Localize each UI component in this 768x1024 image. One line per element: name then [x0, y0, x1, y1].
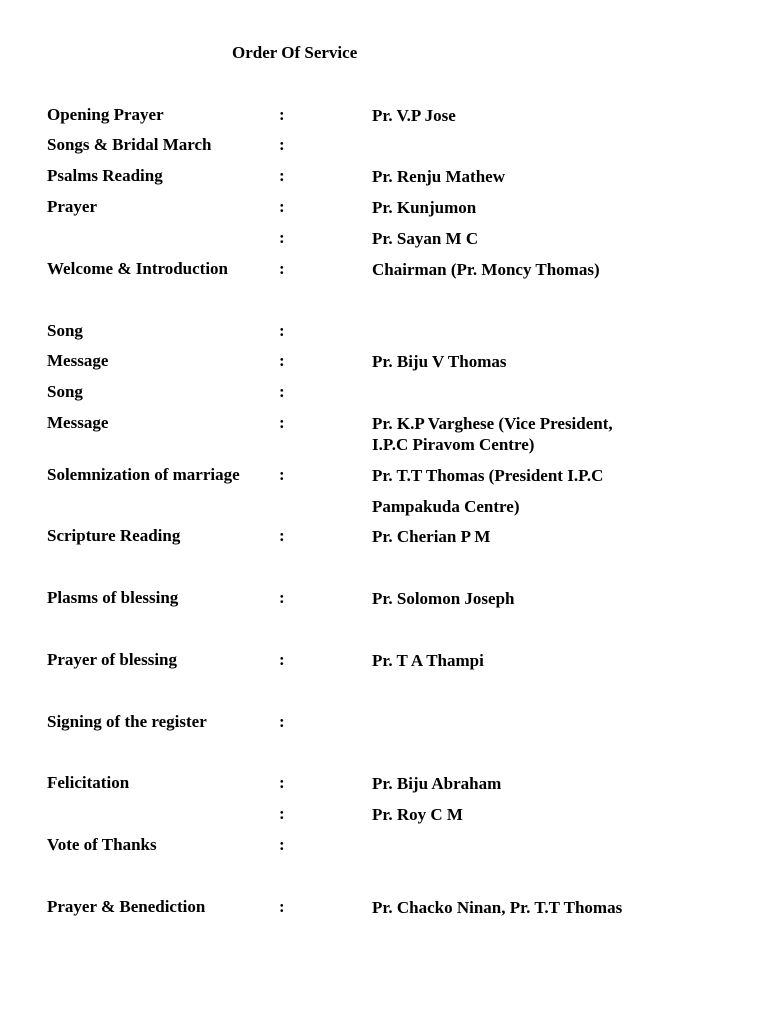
item-value: Pr. Biju Abraham	[372, 774, 502, 793]
item-colon: :	[279, 773, 285, 792]
item-colon: :	[279, 351, 285, 370]
item-label: Message	[47, 413, 109, 432]
service-row	[0, 526, 768, 548]
service-row	[0, 773, 768, 795]
item-label: Songs & Bridal March	[47, 135, 212, 154]
item-colon: :	[279, 321, 285, 340]
item-label: Solemnization of marriage	[47, 465, 240, 484]
item-colon: :	[279, 897, 285, 916]
item-label: Felicitation	[47, 773, 130, 792]
item-colon: :	[279, 382, 285, 401]
item-label: Welcome & Introduction	[47, 259, 229, 278]
item-value: Pr. V.P Jose	[372, 106, 456, 125]
item-value: Pr. Biju V Thomas	[372, 352, 507, 371]
item-value: Pr. Roy C M	[372, 805, 463, 824]
page-title: Order Of Service	[232, 43, 358, 62]
item-value: Pr. Kunjumon	[372, 198, 477, 217]
item-value: Pr. K.P Varghese (Vice President, I.P.C Piravom Centre)	[372, 414, 613, 454]
service-row	[0, 465, 768, 487]
item-colon: :	[279, 526, 285, 545]
item-label: Signing of the register	[47, 712, 207, 731]
service-row	[0, 413, 768, 454]
item-colon: :	[279, 835, 285, 854]
item-colon: :	[279, 105, 285, 124]
service-row	[0, 228, 768, 250]
service-row	[0, 351, 768, 373]
service-row	[0, 897, 768, 919]
service-row	[0, 712, 768, 734]
item-colon: :	[279, 228, 285, 247]
service-row	[0, 321, 768, 343]
item-value: Pr. Cherian P M	[372, 527, 491, 546]
item-colon: :	[279, 465, 285, 484]
item-colon: :	[279, 588, 285, 607]
item-value: Pr. Chacko Ninan, Pr. T.T Thomas	[372, 898, 623, 917]
item-label: Song	[47, 382, 83, 401]
item-value: Pampakuda Centre)	[372, 497, 520, 516]
item-label: Psalms Reading	[47, 166, 163, 185]
item-colon: :	[279, 650, 285, 669]
item-label: Song	[47, 321, 83, 340]
service-row	[0, 835, 768, 857]
item-colon: :	[279, 712, 285, 731]
item-value: Pr. T.T Thomas (President I.P.C	[372, 466, 604, 485]
service-row	[0, 804, 768, 826]
service-row	[0, 588, 768, 610]
item-label: Prayer of blessing	[47, 650, 178, 669]
item-value: Pr. T A Thampi	[372, 651, 484, 670]
service-row	[0, 382, 768, 404]
item-value: Pr. Sayan M C	[372, 229, 479, 248]
service-row	[0, 650, 768, 672]
service-row	[0, 105, 768, 127]
item-colon: :	[279, 197, 285, 216]
item-colon: :	[279, 259, 285, 278]
item-label: Prayer	[47, 197, 98, 216]
item-colon: :	[279, 166, 285, 185]
item-label: Prayer & Benediction	[47, 897, 206, 916]
item-label: Vote of Thanks	[47, 835, 157, 854]
service-row	[0, 166, 768, 188]
service-row	[0, 135, 768, 157]
item-colon: :	[279, 413, 285, 432]
item-colon: :	[279, 804, 285, 823]
item-label: Plasms of blessing	[47, 588, 179, 607]
service-row	[0, 197, 768, 219]
item-value: Pr. Solomon Joseph	[372, 589, 515, 608]
service-row	[0, 496, 768, 518]
service-row	[0, 259, 768, 281]
item-colon: :	[279, 135, 285, 154]
item-label: Message	[47, 351, 109, 370]
item-label: Scripture Reading	[47, 526, 181, 545]
item-label: Opening Prayer	[47, 105, 164, 124]
item-value: Pr. Renju Mathew	[372, 167, 505, 186]
item-value: Chairman (Pr. Moncy Thomas)	[372, 260, 600, 279]
